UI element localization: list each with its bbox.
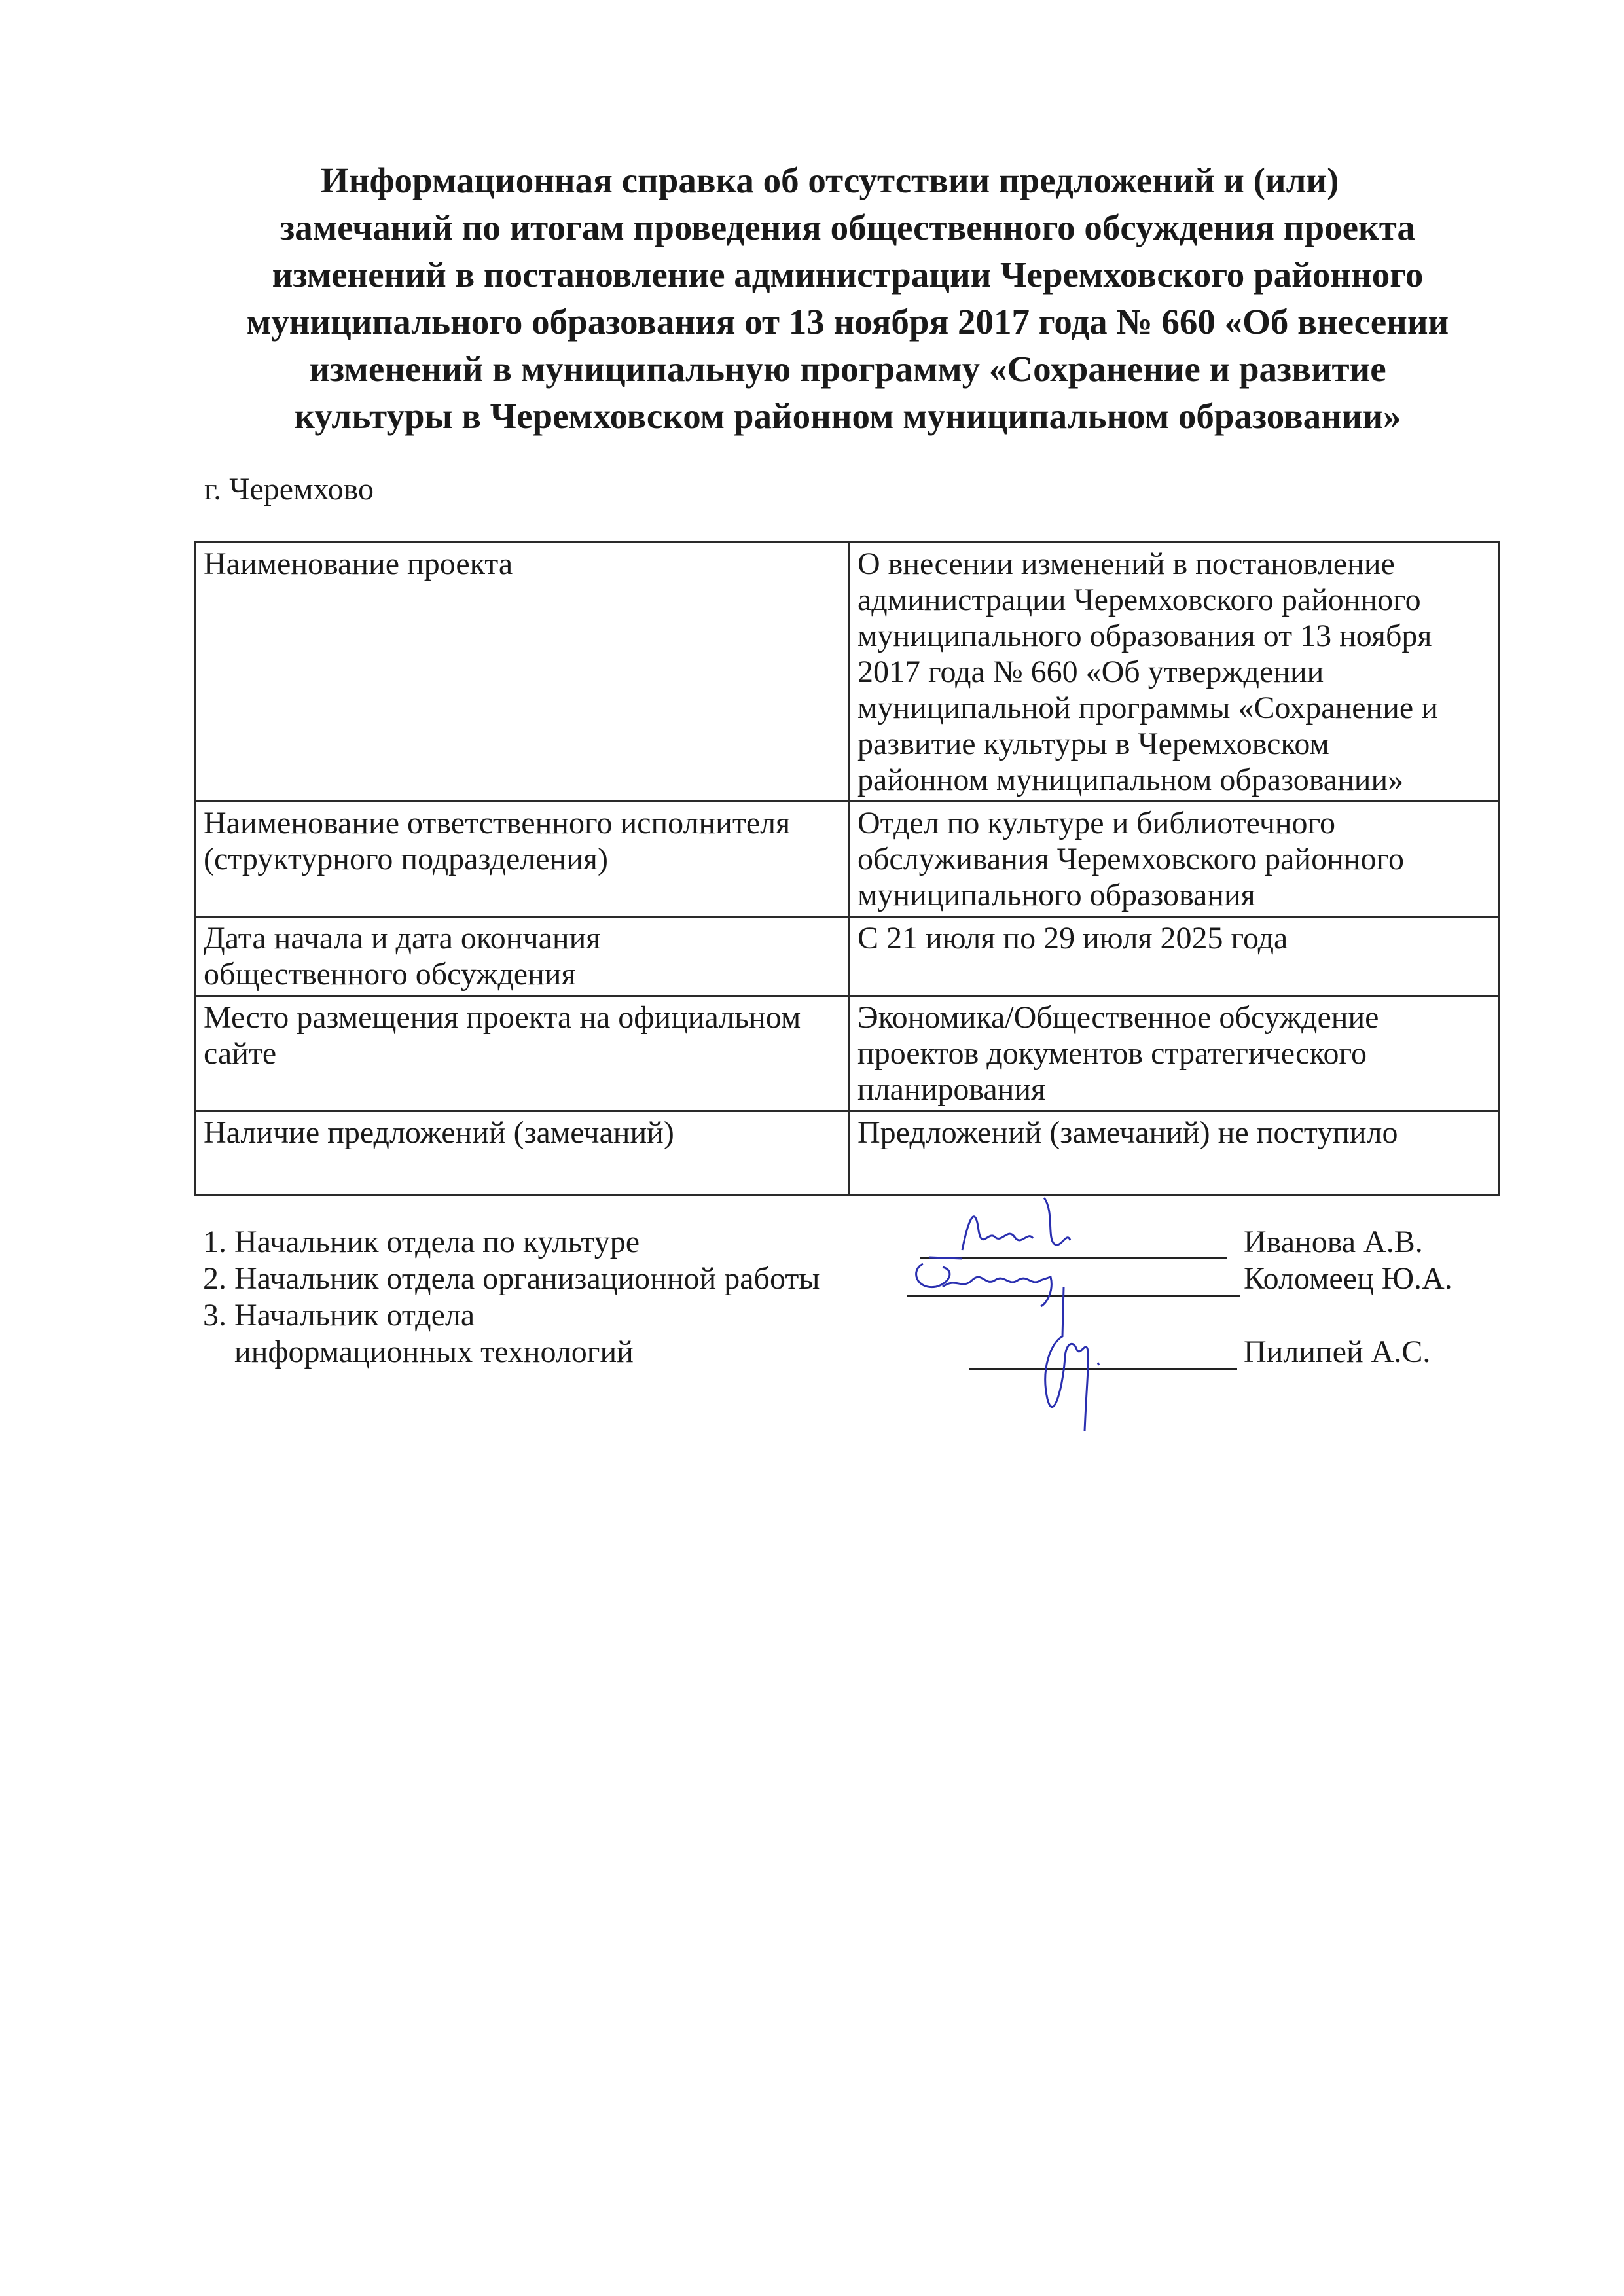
title-line: изменений в муниципальную программу «Сохранение и развитие — [309, 349, 1386, 389]
row-key — [195, 543, 849, 802]
position-line: 3. Начальник отдела — [203, 1298, 475, 1333]
position-line: информационных технологий — [234, 1335, 634, 1369]
value-line: Экономика/Общественное обсуждение — [857, 1000, 1379, 1035]
table-row — [195, 802, 1500, 917]
row-key — [195, 917, 849, 996]
row-value — [849, 996, 1500, 1111]
title-line: замечаний по итогам проведения общественного обсуждения проекта — [280, 207, 1415, 247]
signer-row — [203, 1224, 1512, 1261]
value-text: С 21 июля по 29 июля 2025 года — [857, 921, 1288, 956]
value-line: муниципального образования от 13 ноября — [857, 619, 1432, 653]
title-line: культуры в Черемховском районном муниципальном образовании» — [294, 396, 1401, 436]
value-line: проектов документов стратегического — [857, 1036, 1367, 1071]
value-line: обслуживания Черемховского районного — [857, 842, 1404, 876]
row-value — [849, 917, 1500, 996]
table-row — [195, 543, 1500, 802]
signer-position: 2. Начальник отдела организационной работы — [203, 1261, 820, 1296]
key-line: общественного обсуждения — [204, 957, 576, 992]
key-line: Наименование ответственного исполнителя — [204, 806, 791, 840]
row-key — [195, 996, 849, 1111]
document-title — [216, 157, 1479, 440]
table-row — [195, 996, 1500, 1111]
value-line: районном муниципальном образовании» — [857, 762, 1404, 797]
signature-icon — [1024, 1284, 1116, 1435]
signer-position — [203, 1297, 634, 1371]
signer-row — [203, 1261, 1512, 1297]
row-value — [849, 802, 1500, 917]
value-line: О внесении изменений в постановление — [857, 547, 1395, 581]
value-line: муниципальной программы «Сохранение и — [857, 691, 1438, 725]
value-line: администрации Черемховского районного — [857, 583, 1421, 617]
table-row — [195, 1111, 1500, 1195]
signer-name: Иванова А.В. — [1244, 1225, 1423, 1259]
key-line: Место размещения проекта на официальном — [204, 1000, 801, 1035]
key-line: Дата начала и дата окончания — [204, 921, 601, 956]
key-line: сайте — [204, 1036, 277, 1071]
value-line: Отдел по культуре и библиотечного — [857, 806, 1336, 840]
city-label: г. Черемхово — [204, 472, 374, 507]
row-value — [849, 1111, 1500, 1195]
key-text: Наличие предложений (замечаний) — [204, 1115, 674, 1150]
value-line: муниципального образования — [857, 878, 1255, 912]
key-text: Наименование проекта — [204, 547, 513, 581]
value-line: 2017 года № 660 «Об утверждении — [857, 655, 1324, 689]
row-value — [849, 543, 1500, 802]
signer-name: Коломеец Ю.А. — [1244, 1261, 1453, 1296]
signer-position: 1. Начальник отдела по культуре — [203, 1225, 640, 1259]
row-key — [195, 802, 849, 917]
title-line: муниципального образования от 13 ноября 2017 года № 660 «Об внесении — [246, 302, 1449, 342]
table-row — [195, 917, 1500, 996]
row-key — [195, 1111, 849, 1195]
signer-name: Пилипей А.С. — [1244, 1335, 1431, 1369]
title-line: изменений в постановление администрации Черемховского районного — [272, 255, 1424, 295]
value-line: планирования — [857, 1072, 1046, 1107]
value-text: Предложений (замечаний) не поступило — [857, 1115, 1398, 1150]
signers-block — [203, 1224, 1512, 1371]
value-line: развитие культуры в Черемховском — [857, 726, 1329, 761]
title-line: Информационная справка об отсутствии предложений и (или) — [321, 160, 1339, 200]
info-table — [194, 541, 1500, 1196]
key-line: (структурного подразделения) — [204, 842, 608, 876]
signer-row — [203, 1297, 1512, 1371]
